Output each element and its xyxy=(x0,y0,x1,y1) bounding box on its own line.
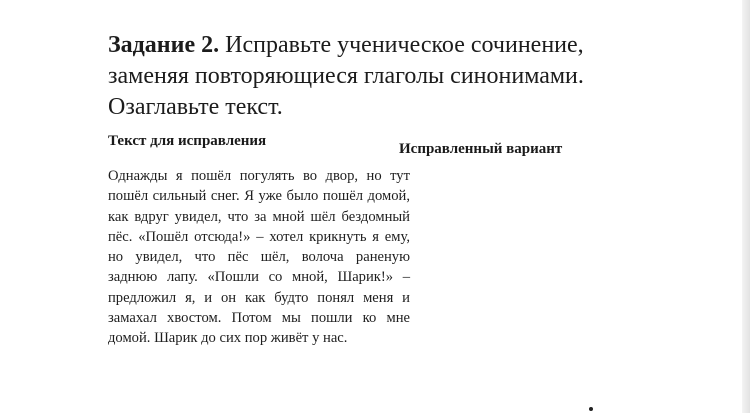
corrected-version-heading: Исправленный вариант xyxy=(399,141,563,157)
task-instruction xyxy=(108,30,668,123)
task-label: Задание 2. xyxy=(108,32,220,58)
page-edge-shadow xyxy=(742,0,750,413)
task-text: Исправьте ученическое сочинение, заменяя повторяющиеся глаголы синонимами. Озаглавьте текст. xyxy=(108,32,584,120)
stray-dot xyxy=(589,407,593,411)
source-text-paragraph: Однажды я пошёл погулять во двор, но тут пошёл сильный снег. Я уже было пошёл домой, как вдруг увидел, что за мной шёл бездомный пёс. «Пошёл отсюда!» – хотел крикнуть я ему, но увидел, что пёс шёл, волоча раненую заднюю лапу. «Пошли со мной, Шарик!» – предложил я, и он как будто понял меня и замахал хвостом. Потом мы пошли ко мне домой. Шарик до сих пор живёт у нас. xyxy=(108,168,410,347)
source-text-heading: Текст для исправления xyxy=(108,133,267,149)
